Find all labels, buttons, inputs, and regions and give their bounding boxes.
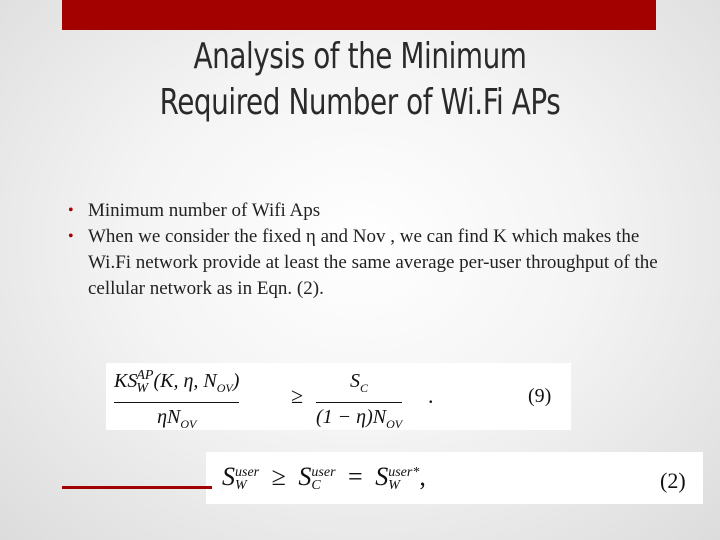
equation-9-right-fraction: $S_C$ $(1 - \eta)N_{OV}$ xyxy=(316,370,403,431)
bullet-text-2: When we consider the fixed η and Nov , we can find K which makes the Wi.Fi network provide at least the same average per-user throughput of the cellular network as in Eqn. (2). xyxy=(88,226,658,299)
title-line-1: Analysis of the Minimum xyxy=(193,36,527,77)
slide-title xyxy=(102,34,618,126)
equation-2-number: (2) xyxy=(660,468,686,493)
bullet-item-2 xyxy=(68,224,658,302)
bullet-list xyxy=(68,198,658,302)
bullet-icon: • xyxy=(68,228,74,245)
bullet-text-1: Minimum number of Wifi Aps xyxy=(88,200,321,221)
equation-2-image xyxy=(206,452,703,504)
equation-2-expression: S user W ≥ S user C = S user* W , xyxy=(222,462,426,494)
bottom-accent-line xyxy=(62,486,212,489)
top-accent-bar xyxy=(62,0,656,30)
bullet-icon: • xyxy=(68,202,74,219)
equation-9-period: . xyxy=(428,383,434,408)
equation-9-relation: ≥ xyxy=(291,383,304,408)
equation-9-left-fraction: KS AP W (K, η, $N_{OV}$) $\eta N_{OV}$ xyxy=(114,368,240,431)
equation-9-image xyxy=(106,363,571,430)
equation-9-number: (9) xyxy=(528,385,552,407)
title-line-2: Required Number of Wi.Fi APs xyxy=(159,82,561,123)
bullet-item-1 xyxy=(68,198,658,224)
